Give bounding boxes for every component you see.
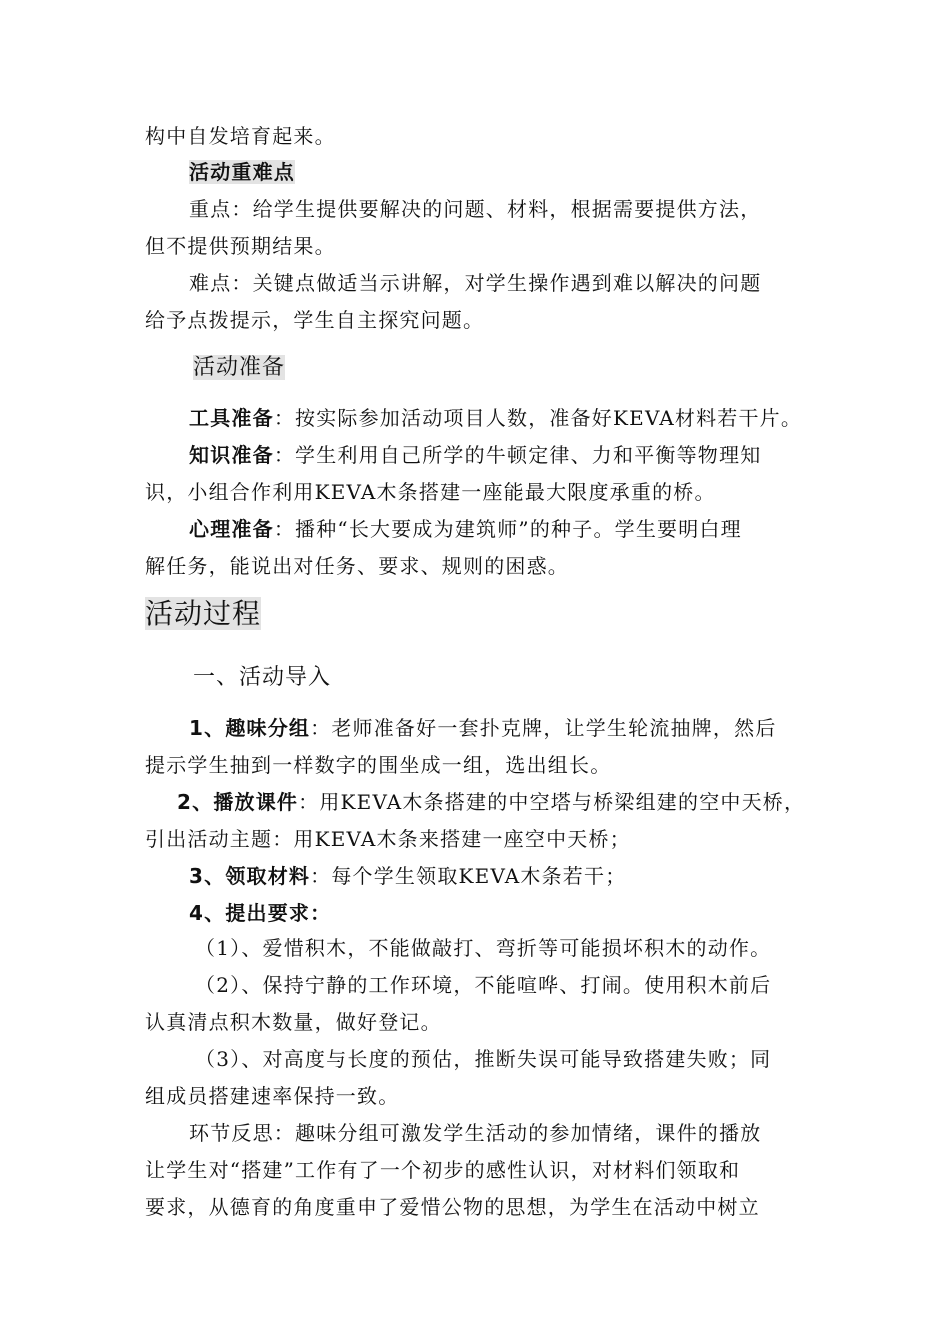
paragraph-continuation: 构中自发培育起来。 xyxy=(145,124,336,148)
section-title-preparation xyxy=(193,351,285,385)
reflection-line-1: 环节反思：趣味分组可激发学生活动的参加情绪，课件的播放 xyxy=(189,1121,762,1145)
requirement-1: （1）、爱惜积木，不能做敲打、弯折等可能损坏积木的动作。 xyxy=(195,936,772,960)
step-2-text: ：用KEVA木条搭建的中空塔与桥梁组建的空中天桥， xyxy=(298,790,806,814)
section-title-preparation-text: 活动准备 xyxy=(193,355,286,380)
focus-line-1: 重点：给学生提供要解决的问题、材料，根据需要提供方法， xyxy=(189,197,762,221)
difficulty-line-2: 给予点拨提示，学生自主探究问题。 xyxy=(145,308,485,332)
mind-line-2: 解任务，能说出对任务、要求、规则的困惑。 xyxy=(145,554,569,578)
mind-label: 心理准备 xyxy=(189,517,274,541)
reflection-line-2: 让学生对“搭建”工作有了一个初步的感性认识，对材料们领取和 xyxy=(145,1158,741,1182)
step-1-label: 1、趣味分组 xyxy=(189,716,311,740)
focus-line-2: 但不提供预期结果。 xyxy=(145,234,336,258)
knowledge-line-2: 识，小组合作利用KEVA木条搭建一座能最大限度承重的桥。 xyxy=(145,480,716,504)
knowledge-label: 知识准备 xyxy=(189,443,274,467)
requirement-3-line-2: 组成员搭建速率保持一致。 xyxy=(145,1084,400,1108)
mind-preparation xyxy=(189,514,742,544)
step-4-label: 4、提出要求： xyxy=(189,901,332,925)
step-2 xyxy=(177,787,805,817)
knowledge-preparation xyxy=(189,440,761,470)
tools-text: ：按实际参加活动项目人数，准备好KEVA材料若干片。 xyxy=(273,406,803,430)
section-title-process-text: 活动过程 xyxy=(145,597,262,630)
tools-preparation xyxy=(189,403,802,433)
step-1 xyxy=(189,713,777,743)
subsection-title-intro: 一、活动导入 xyxy=(193,665,332,690)
step-3 xyxy=(189,861,626,891)
step-1-line-2: 提示学生抽到一样数字的围坐成一组，选出组长。 xyxy=(145,753,612,777)
requirement-3-line-1: （3）、对高度与长度的预估，推断失误可能导致搭建失败；同 xyxy=(195,1047,772,1071)
step-3-label: 3、领取材料 xyxy=(189,864,311,888)
knowledge-text: ：学生利用自己所学的牛顿定律、力和平衡等物理知 xyxy=(273,443,762,467)
reflection-line-3: 要求，从德育的角度重申了爱惜公物的思想，为学生在活动中树立 xyxy=(145,1195,760,1219)
difficulty-line-1: 难点：关键点做适当示讲解，对学生操作遇到难以解决的问题 xyxy=(189,271,762,295)
step-2-label: 2、播放课件 xyxy=(177,790,299,814)
requirement-2-line-2: 认真清点积木数量，做好登记。 xyxy=(145,1010,442,1034)
requirement-2-line-1: （2）、保持宁静的工作环境，不能喧哗、打闹。使用积木前后 xyxy=(195,973,772,997)
section-title-process xyxy=(145,594,261,634)
step-2-line-2: 引出活动主题：用KEVA木条来搭建一座空中天桥； xyxy=(145,827,631,851)
section-title-key-points-text: 活动重难点 xyxy=(189,160,295,184)
section-title-key-points xyxy=(189,157,295,187)
mind-text: ：播种“长大要成为建筑师”的种子。学生要明白理 xyxy=(273,517,742,541)
tools-label: 工具准备 xyxy=(189,406,274,430)
step-3-text: ：每个学生领取KEVA木条若干； xyxy=(310,864,627,888)
step-1-text: ：老师准备好一套扑克牌，让学生轮流抽牌，然后 xyxy=(310,716,777,740)
